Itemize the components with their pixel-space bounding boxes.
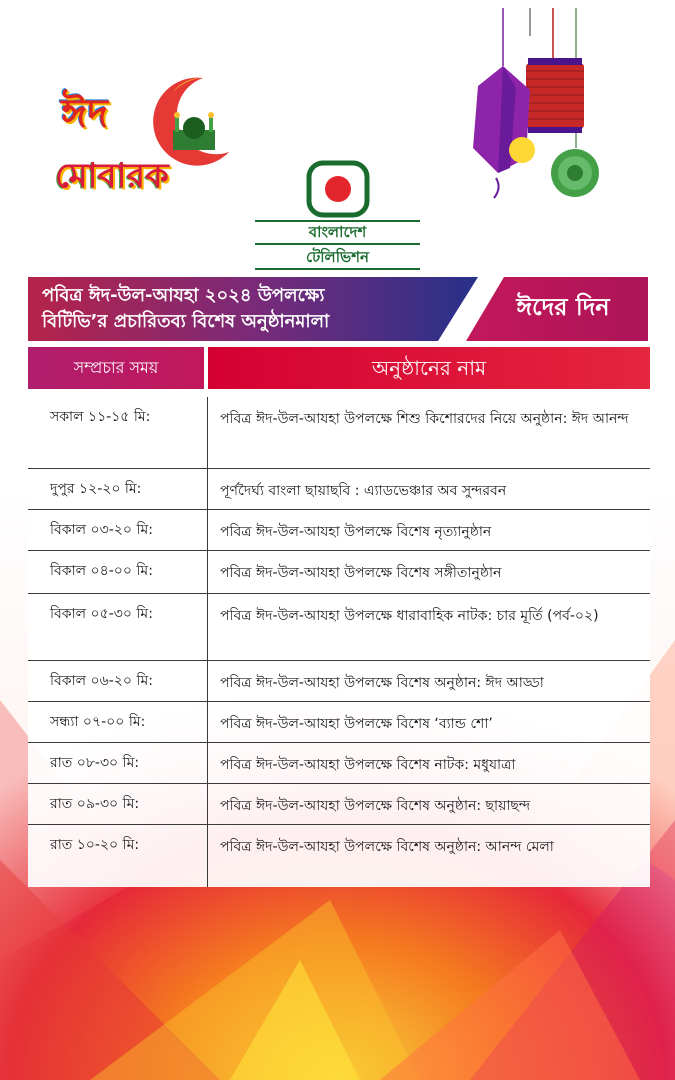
row-time: রাত ০৯-৩০ মি: xyxy=(28,784,208,824)
schedule-table xyxy=(28,347,650,887)
channel-name-line1: বাংলাদেশ xyxy=(255,220,420,245)
row-time: রাত ০৮-৩০ মি: xyxy=(28,743,208,783)
logo-mubarak-word: মোবারক xyxy=(55,156,169,196)
row-time: দুপুর ১২-২০ মি: xyxy=(28,469,208,509)
btv-logo-mark xyxy=(306,160,370,218)
table-row xyxy=(28,743,650,784)
row-name: পবিত্র ঈদ-উল-আযহা উপলক্ষে বিশেষ অনুষ্ঠান: ছায়াছন্দ xyxy=(220,798,531,814)
btv-logo xyxy=(255,160,420,265)
row-time: রাত ১০-২০ মি: xyxy=(28,825,208,887)
schedule-banner xyxy=(28,277,648,341)
banner-title-line1: পবিত্র ঈদ-উল-আযহা ২০২৪ উপলক্ষ্যে xyxy=(42,285,325,306)
row-name: পবিত্র ঈদ-উল-আযহা উপলক্ষে ধারাবাহিক নাটক: চার মূর্তি (পর্ব-০২) xyxy=(220,608,599,624)
table-row xyxy=(28,661,650,702)
row-name: পবিত্র ঈদ-উল-আযহা উপলক্ষে বিশেষ সঙ্গীতানুষ্ঠান xyxy=(220,565,502,581)
row-time: বিকাল ০৫-৩০ মি: xyxy=(28,594,208,660)
row-name: পবিত্র ঈদ-উল-আযহা উপলক্ষে শিশু কিশোরদের নিয়ে অনুষ্ঠান: ঈদ আনন্দ xyxy=(220,411,629,427)
row-time: বিকাল ০৬-২০ মি: xyxy=(28,661,208,701)
row-name: পূর্ণদৈর্ঘ্য বাংলা ছায়াছবি : এ্যাডভেঞ্চার অব সুন্দরবন xyxy=(220,483,507,499)
table-body xyxy=(28,397,650,887)
table-row xyxy=(28,594,650,661)
row-name: পবিত্র ঈদ-উল-আযহা উপলক্ষে বিশেষ ‘ব্যান্ড শো’ xyxy=(220,716,493,732)
banner-title-line2: বিটিভি’র প্রচারিতব্য বিশেষ অনুষ্ঠানমালা xyxy=(42,311,330,332)
row-time: বিকাল ০৪-০০ মি: xyxy=(28,551,208,593)
row-name: পবিত্র ঈদ-উল-আযহা উপলক্ষে বিশেষ নৃত্যানুষ্ঠান xyxy=(220,524,492,540)
table-header xyxy=(28,347,650,389)
row-name: পবিত্র ঈদ-উল-আযহা উপলক্ষে বিশেষ অনুষ্ঠান: আনন্দ মেলা xyxy=(220,839,554,855)
table-row xyxy=(28,551,650,594)
table-row xyxy=(28,510,650,551)
table-row xyxy=(28,469,650,510)
table-row xyxy=(28,784,650,825)
row-time: সন্ধ্যা ০৭-০০ মি: xyxy=(28,702,208,742)
row-name: পবিত্র ঈদ-উল-আযহা উপলক্ষে বিশেষ অনুষ্ঠান: ঈদ আড্ডা xyxy=(220,675,544,691)
table-row xyxy=(28,397,650,469)
table-row xyxy=(28,702,650,743)
logo-eid-word: ঈদ xyxy=(61,91,109,137)
channel-name-line2: টেলিভিশন xyxy=(255,247,420,270)
row-name: পবিত্র ঈদ-উল-আযহা উপলক্ষে বিশেষ নাটক: মধুযাত্রা xyxy=(220,757,516,773)
eid-mubarak-logo xyxy=(55,72,235,207)
header-name: অনুষ্ঠানের নাম xyxy=(208,347,650,389)
banner-tag: ঈদের দিন xyxy=(516,293,610,321)
table-row xyxy=(28,825,650,887)
paper-lantern-decoration xyxy=(468,8,618,213)
row-time: সকাল ১১-১৫ মি: xyxy=(28,397,208,468)
row-time: বিকাল ০৩-২০ মি: xyxy=(28,510,208,550)
header-time: সম্প্রচার সময় xyxy=(28,347,204,389)
